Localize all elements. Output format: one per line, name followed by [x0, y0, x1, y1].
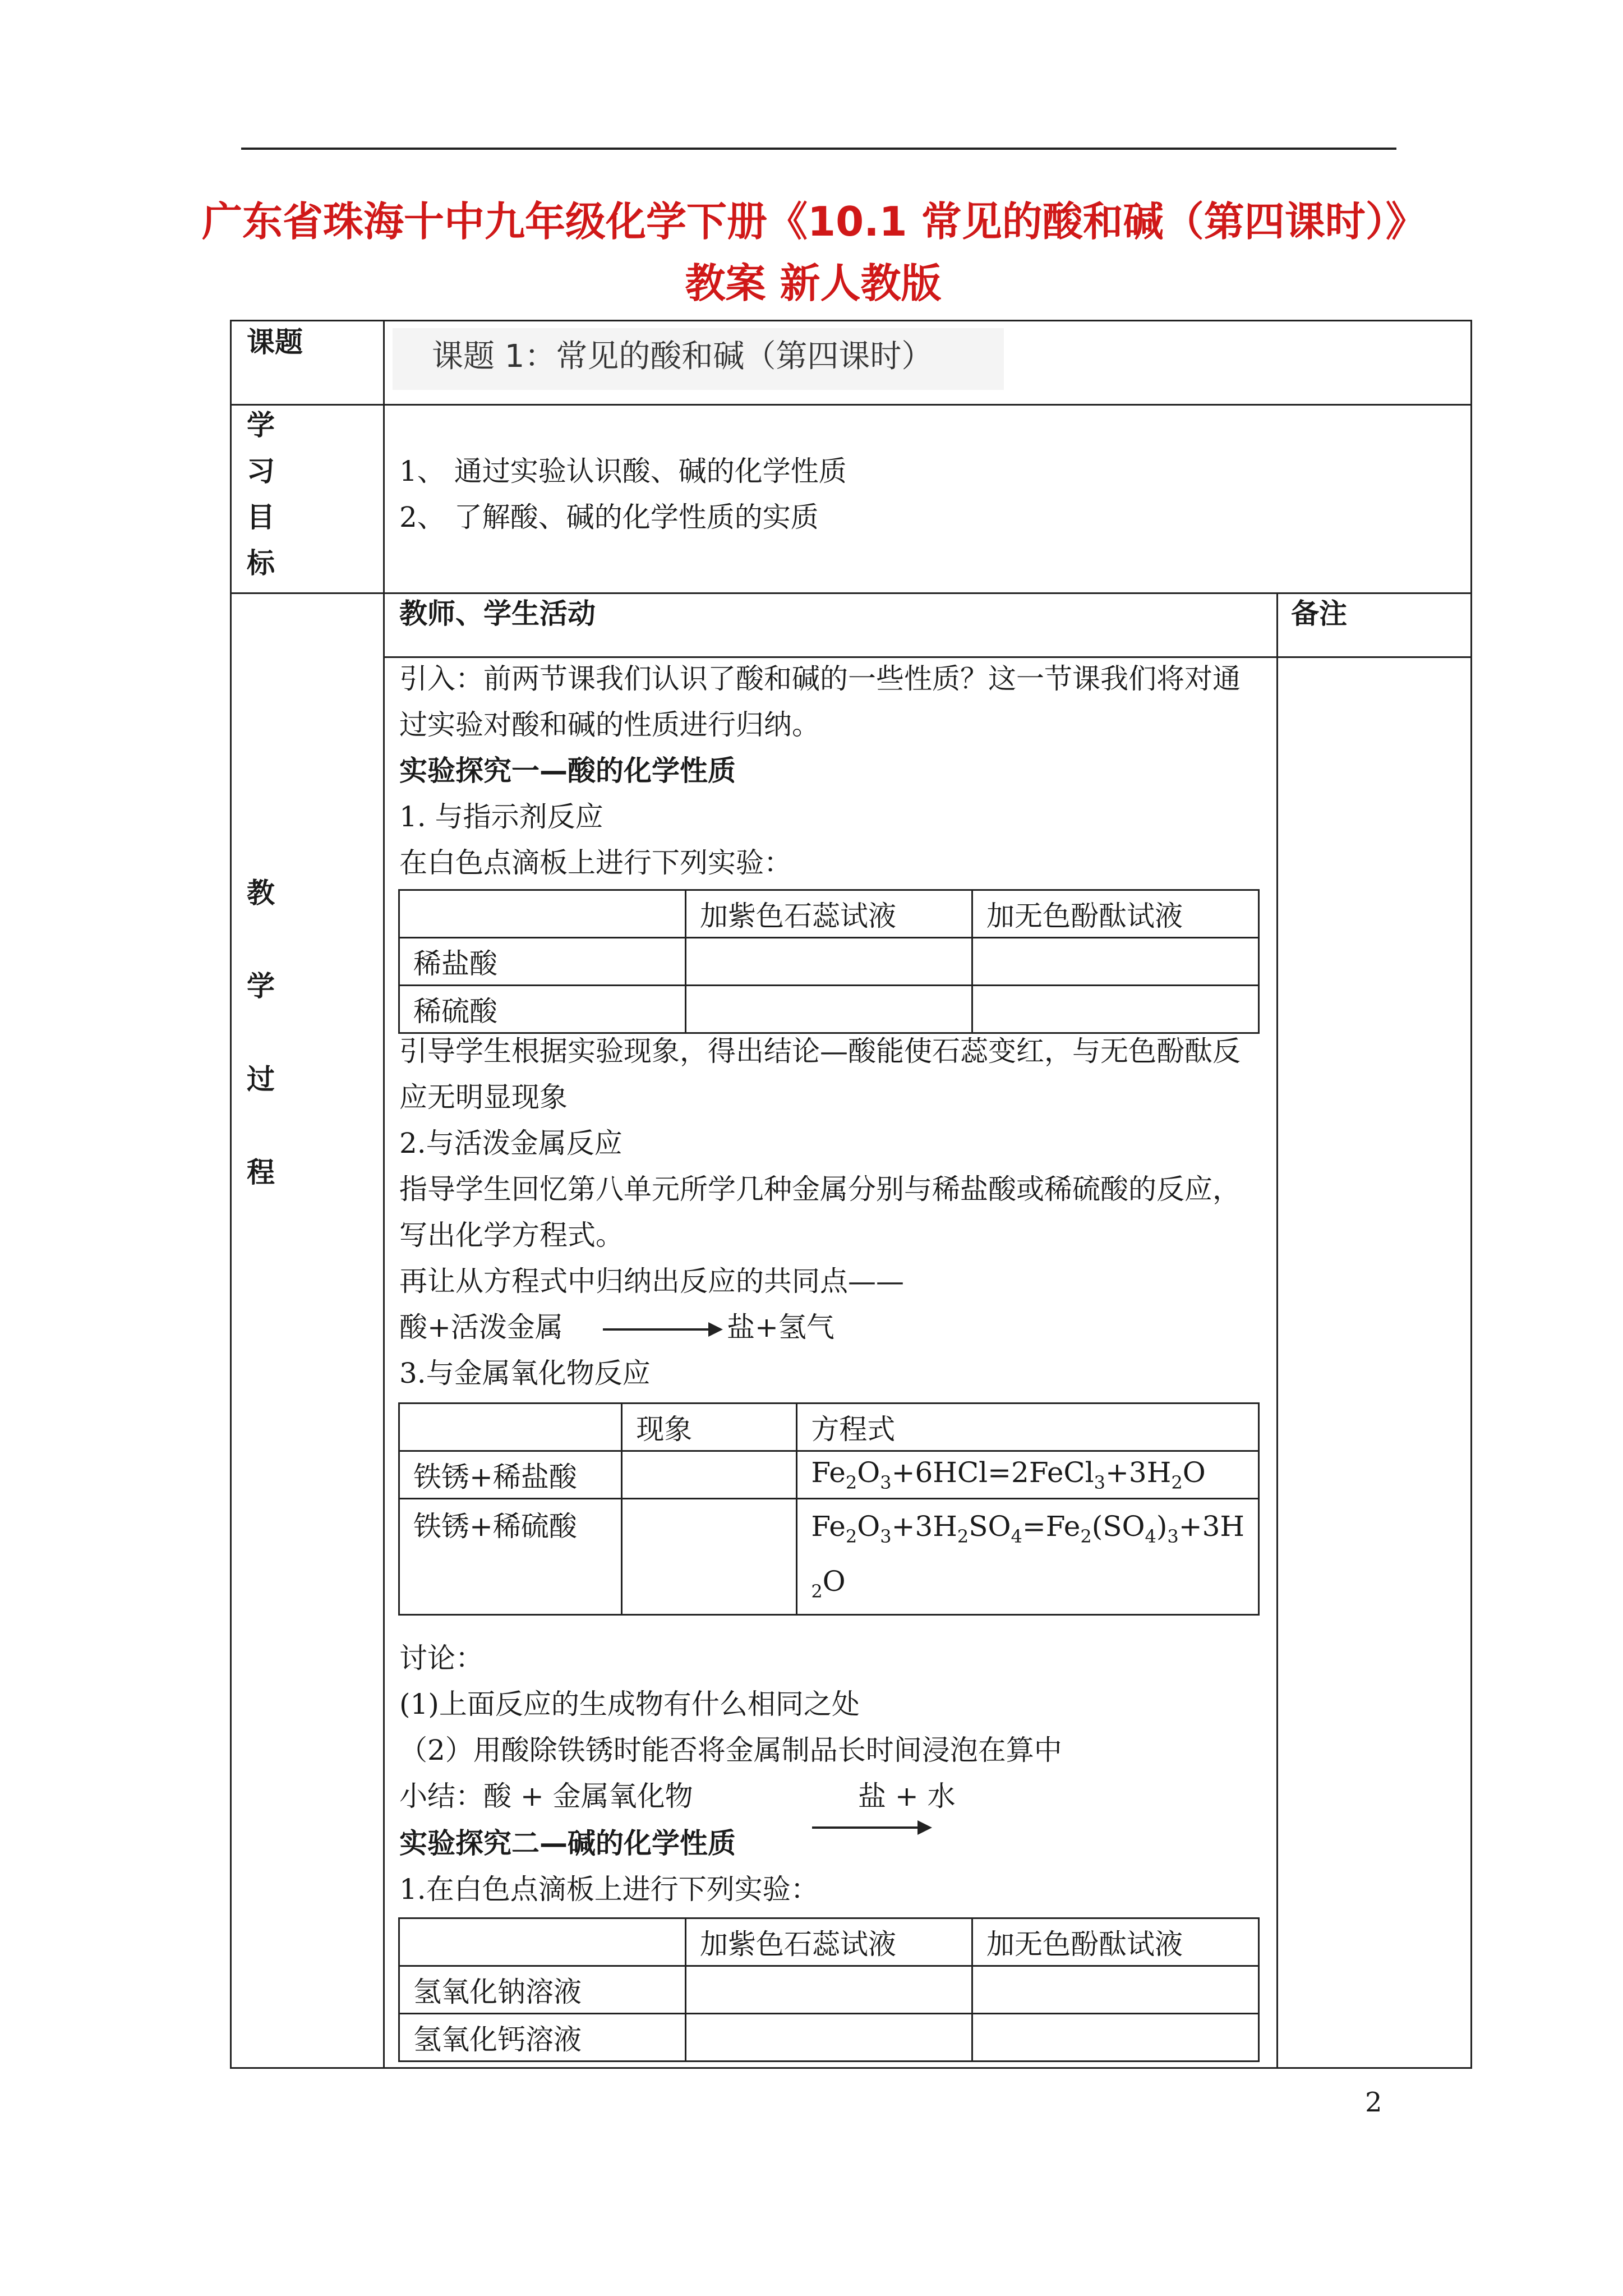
process-label-char: 教: [247, 877, 275, 909]
equation-cell: $Fe_2O_3+6HCl=2FeCl_3+3H_2O$: [797, 1451, 1259, 1499]
activity-column-header: 教师、学生活动: [399, 597, 596, 630]
table-cell: [686, 1966, 972, 2014]
section-text: 1.在白色点滴板上进行下列实验：: [399, 1873, 819, 1906]
table-cell: 加紫色石蕊试液: [686, 890, 972, 938]
discussion-question: (1)上面反应的生成物有什么相同之处: [399, 1688, 860, 1720]
process-label-char: 过: [247, 1063, 275, 1096]
table-cell: 铁锈+稀硫酸: [399, 1499, 622, 1615]
table-cell: [686, 986, 972, 1033]
header-rule: [241, 148, 1396, 150]
table-cell: 稀盐酸: [399, 938, 686, 986]
equation-cell: $Fe_2O_3+3H_2SO_4=Fe_2(SO_4)_3+3H$ $_2$O: [797, 1499, 1259, 1615]
document-title-line2: 教案 新人教版: [685, 260, 942, 307]
goals-label-char: 目: [247, 501, 275, 533]
table-cell: [972, 986, 1259, 1033]
topic-value: 课题 1：常见的酸和碱（第四课时）: [432, 338, 933, 375]
table-cell: [972, 938, 1259, 986]
summary-right: 盐 + 水: [858, 1780, 956, 1812]
table-cell: 氢氧化钠溶液: [399, 1966, 686, 2014]
intro-text: 引入：前两节课我们认识了酸和碱的一些性质？这一节课我们将对通: [399, 662, 1241, 695]
reaction-right: 盐+氢气: [727, 1311, 834, 1343]
column-divider-notes: [1276, 592, 1278, 2069]
section-text: 写出化学方程式。: [399, 1219, 624, 1251]
table-header-row: [399, 1918, 1259, 1966]
table-cell: 加无色酚酞试液: [972, 1918, 1259, 1966]
table-cell: 稀硫酸: [399, 986, 686, 1033]
page-number: 2: [1365, 2087, 1382, 2118]
table-cell: 方程式: [797, 1404, 1259, 1451]
table-cell: [686, 938, 972, 986]
column-divider-left: [383, 320, 385, 2069]
table-cell: [399, 1918, 686, 1966]
process-label-char: 学: [247, 970, 275, 1002]
table-cell: [399, 1404, 622, 1451]
table-cell: 加无色酚酞试液: [972, 890, 1259, 938]
table-row: [399, 986, 1259, 1033]
section-text: 指导学生回忆第八单元所学几种金属分别与稀盐酸或稀硫酸的反应，: [399, 1173, 1241, 1205]
goals-label-char: 标: [247, 547, 275, 579]
table-header-row: [399, 1404, 1259, 1451]
table-cell: [399, 890, 686, 938]
experiment2-title: 实验探究二—碱的化学性质: [399, 1827, 736, 1860]
topic-label: 课题: [247, 326, 303, 358]
row-divider-1: [230, 404, 1472, 406]
conclusion-text: 应无明显现象: [399, 1081, 568, 1114]
process-label-char: 程: [247, 1156, 275, 1189]
table-row: [399, 1451, 1259, 1499]
section-text: 在白色点滴板上进行下列实验：: [399, 846, 792, 879]
summary-arrow: [812, 1826, 930, 1829]
table-row: [399, 2014, 1259, 2062]
reaction-arrow: [603, 1328, 721, 1331]
table-cell: [972, 1966, 1259, 2014]
section-heading: 2.与活泼金属反应: [399, 1127, 623, 1159]
table-row: [399, 1966, 1259, 2014]
table-cell: [622, 1499, 797, 1615]
metal-oxide-table: [398, 1402, 1260, 1616]
table-row: [399, 938, 1259, 986]
indicator-table-acid: [398, 889, 1260, 1034]
document-title-line1: 广东省珠海十中九年级化学下册《10.1 常见的酸和碱（第四课时）》: [202, 198, 1426, 245]
table-cell: [622, 1451, 797, 1499]
section-text: 再让从方程式中归纳出反应的共同点——: [399, 1265, 904, 1297]
reaction-left: 酸+活泼金属: [399, 1311, 563, 1343]
goals-label-char: 习: [247, 455, 275, 487]
conclusion-text: 引导学生根据实验现象，得出结论—酸能使石蕊变红，与无色酚酞反: [399, 1035, 1241, 1068]
goal-item: 2、 了解酸、碱的化学性质的实质: [399, 501, 819, 533]
section-heading: 1. 与指示剂反应: [399, 800, 603, 833]
experiment1-title: 实验探究一—酸的化学性质: [399, 754, 736, 787]
table-cell: [686, 2014, 972, 2062]
row-divider-2: [230, 592, 1472, 594]
discussion-heading: 讨论：: [399, 1642, 483, 1674]
summary-left: 小结：酸 + 金属氧化物: [399, 1780, 693, 1812]
intro-text: 过实验对酸和碱的性质进行归纳。: [399, 708, 820, 741]
table-cell: 现象: [622, 1404, 797, 1451]
indicator-table-base: [398, 1917, 1260, 2062]
goal-item: 1、 通过实验认识酸、碱的化学性质: [399, 455, 847, 487]
table-cell: 氢氧化钙溶液: [399, 2014, 686, 2062]
table-cell: 铁锈+稀盐酸: [399, 1451, 622, 1499]
notes-column-header: 备注: [1291, 597, 1347, 630]
table-cell: 加紫色石蕊试液: [686, 1918, 972, 1966]
table-header-row: [399, 890, 1259, 938]
table-cell: [972, 2014, 1259, 2062]
table-row: [399, 1499, 1259, 1615]
row-divider-3: [383, 656, 1472, 658]
goals-label-char: 学: [247, 409, 275, 441]
discussion-question: （2）用酸除铁锈时能否将金属制品长时间浸泡在算中: [399, 1734, 1062, 1766]
section-heading: 3.与金属氧化物反应: [399, 1357, 651, 1389]
